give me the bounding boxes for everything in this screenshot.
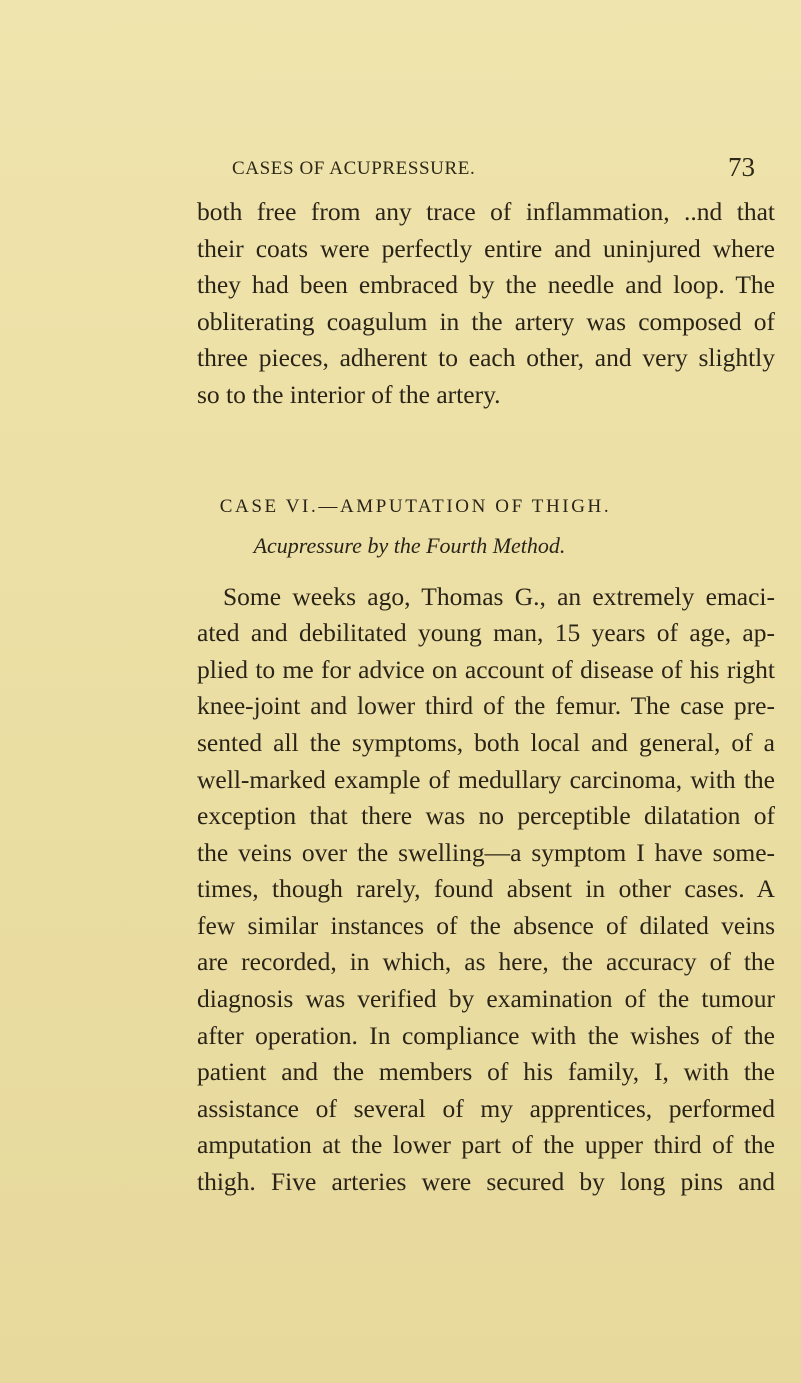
text-line: are recorded, in which, as here, the accuracy of the [197, 947, 775, 976]
text-line: both free from any trace of inflammation, ..nd that [197, 197, 775, 226]
text-line: three pieces, adherent to each other, and very slightly [197, 343, 775, 372]
text-line: so to the interior of the artery. [197, 380, 501, 409]
text-line: obliterating coagulum in the artery was composed of [197, 307, 775, 336]
text-line: Some weeks ago, Thomas G., an extremely emaci- [223, 582, 775, 611]
text-line: well-marked example of medullary carcinoma, with the [197, 765, 775, 794]
text-line: their coats were perfectly entire and uninjured where [197, 234, 775, 263]
text-line: after operation. In compliance with the wishes of the [197, 1021, 775, 1050]
text-line: few similar instances of the absence of dilated veins [197, 911, 775, 940]
page-number: 73 [728, 152, 755, 182]
case-heading: CASE VI.—AMPUTATION OF THIGH. [219, 496, 612, 517]
text-line: they had been embraced by the needle and loop. The [197, 270, 775, 299]
text-line: plied to me for advice on account of disease of his right [197, 655, 775, 684]
text-line: assistance of several of my apprentices, performed [197, 1094, 775, 1123]
running-title: CASES OF ACUPRESSURE. [232, 158, 476, 179]
text-line: knee-joint and lower third of the femur. The case pre- [197, 691, 775, 720]
text-line: patient and the members of his family, I, with the [197, 1057, 775, 1086]
text-line: sented all the symptoms, both local and general, of a [197, 728, 775, 757]
text-line: the veins over the swelling—a symptom I have some- [197, 838, 775, 867]
text-line: thigh. Five arteries were secured by long pins and [197, 1167, 775, 1196]
text-line: exception that there was no perceptible dilatation of [197, 801, 775, 830]
text-line: amputation at the lower part of the upper third of the [197, 1130, 775, 1159]
text-line: ated and debilitated young man, 15 years of age, ap- [197, 618, 775, 647]
text-line: diagnosis was verified by examination of the tumour [197, 984, 775, 1013]
case-subheading: Acupressure by the Fourth Method. [253, 533, 566, 558]
text-line: times, though rarely, found absent in other cases. A [197, 874, 775, 903]
running-head [0, 152, 801, 188]
